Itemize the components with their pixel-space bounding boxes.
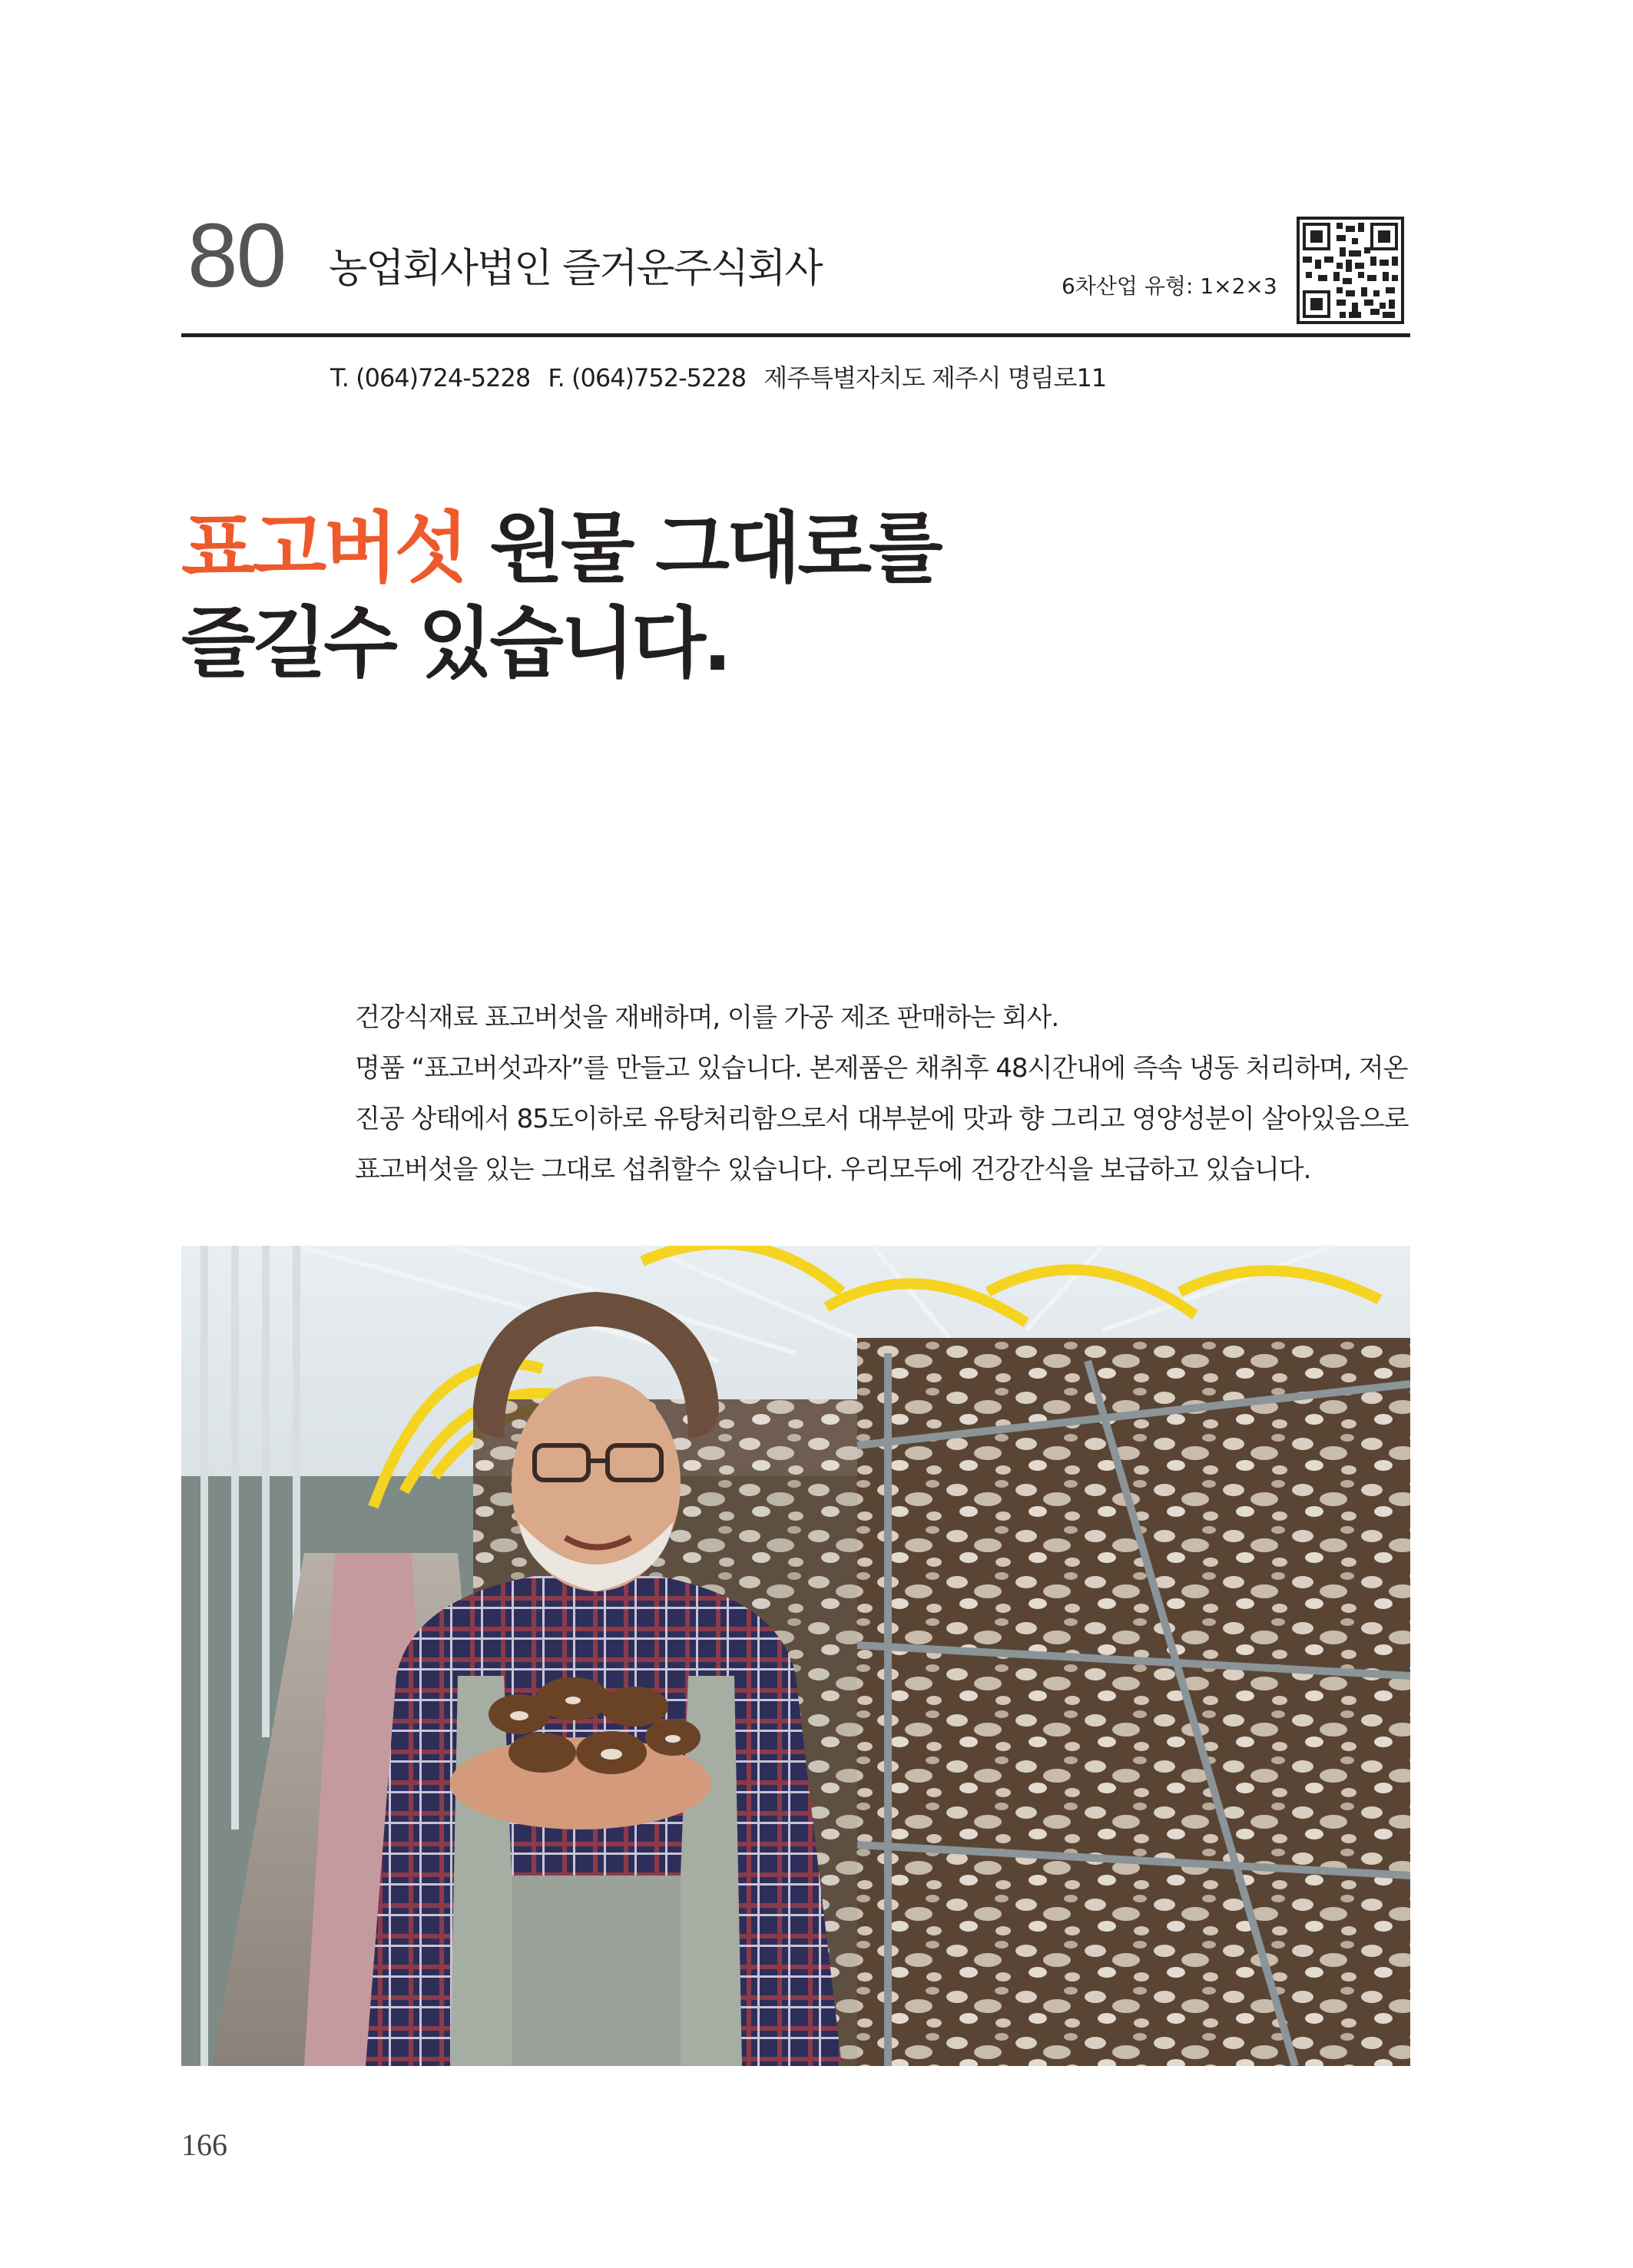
body-text <box>355 992 1415 1195</box>
farmer-holding-shiitake-photo <box>181 1246 1410 2066</box>
headline-line-2: 즐길수 있습니다. <box>181 598 730 688</box>
entry-number: 80 <box>187 205 286 306</box>
headline-line-1 <box>181 501 940 596</box>
address: 제주특별자치도 제주시 명림로11 <box>764 363 1107 392</box>
qr-code-icon[interactable] <box>1297 217 1404 324</box>
body-line: 표고버섯을 있는 그대로 섭취할수 있습니다. 우리모두에 건강간식을 보급하고 있습니다. <box>355 1154 1311 1185</box>
headline <box>181 501 940 691</box>
body-line: 진공 상태에서 85도이하로 유탕처리함으로서 대부분에 맛과 향 그리고 영양성분이 살아있음으로 <box>355 1104 1409 1134</box>
fax: F. (064)752-5228 <box>548 363 747 392</box>
headline-line-1-rest: 원물 그대로를 <box>465 503 940 593</box>
industry-type: 6차산업 유형: 1×2×3 <box>1062 273 1277 299</box>
contact-line <box>330 361 1117 395</box>
body-line: 명품 “표고버섯과자”를 만들고 있습니다. 본제품은 채취후 48시간내에 즉속 냉동 처리하며, 저온 <box>355 1053 1408 1084</box>
telephone: T. (064)724-5228 <box>330 363 531 392</box>
page-number: 166 <box>181 2127 227 2162</box>
headline-accent: 표고버섯 <box>181 503 466 593</box>
body-line: 건강식재료 표고버섯을 재배하며, 이를 가공 제조 판매하는 회사. <box>355 1002 1059 1033</box>
company-name: 농업회사법인 즐거운주식회사 <box>329 246 822 292</box>
header-rule <box>181 333 1410 337</box>
